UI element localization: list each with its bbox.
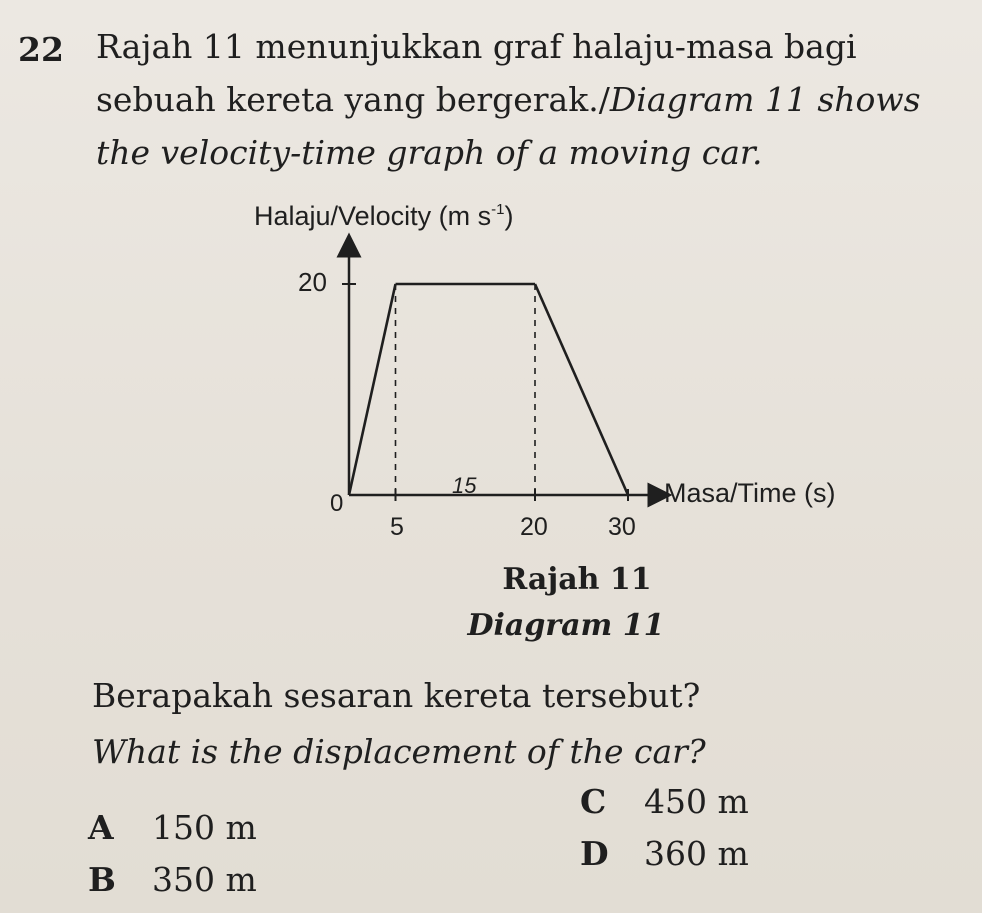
option-a[interactable] [88, 808, 257, 847]
question-number: 22 [18, 30, 64, 69]
diagram-caption-malay: Rajah 11 [502, 562, 652, 597]
option-letter: C [580, 782, 607, 821]
x-tick-labels [390, 513, 636, 541]
question-line-3: the velocity-time graph of a moving car. [96, 133, 763, 172]
option-d[interactable] [580, 834, 749, 873]
y-axis-label: Halaju/Velocity (m $s^{-1}$) [254, 201, 514, 231]
velocity-line-segment [535, 284, 628, 495]
diagram-caption-english: Diagram 11 [467, 608, 665, 643]
x-tick-label: 30 [608, 513, 636, 541]
plot-layer [349, 284, 628, 501]
question-line-1: Rajah 11 menunjukkan graf halaju-masa bagi [96, 27, 857, 66]
option-text: 450 m [644, 782, 749, 821]
handwritten-note: 15 [452, 473, 477, 498]
question-prompt-english: What is the displacement of the car? [92, 732, 706, 771]
option-text: 360 m [644, 834, 749, 873]
y-tick-label: 20 [298, 267, 327, 297]
velocity-line-segment [349, 284, 396, 495]
x-axis-label: Masa/Time (s) [664, 478, 836, 508]
x-tick-label: 5 [390, 513, 404, 541]
question-line-2-english: Diagram 11 shows [609, 80, 921, 119]
x-tick-label: 20 [520, 513, 548, 541]
option-text: 150 m [152, 808, 257, 847]
origin-label: 0 [330, 490, 344, 517]
question-line-2-malay: sebuah kereta yang bergerak./ [96, 80, 610, 119]
option-text: 350 m [152, 860, 257, 899]
option-b[interactable] [88, 860, 257, 899]
question-prompt-malay: Berapakah sesaran kereta tersebut? [92, 676, 701, 715]
option-letter: A [88, 808, 114, 847]
option-letter: B [88, 860, 116, 899]
option-c[interactable] [580, 782, 749, 821]
option-letter: D [580, 834, 609, 873]
